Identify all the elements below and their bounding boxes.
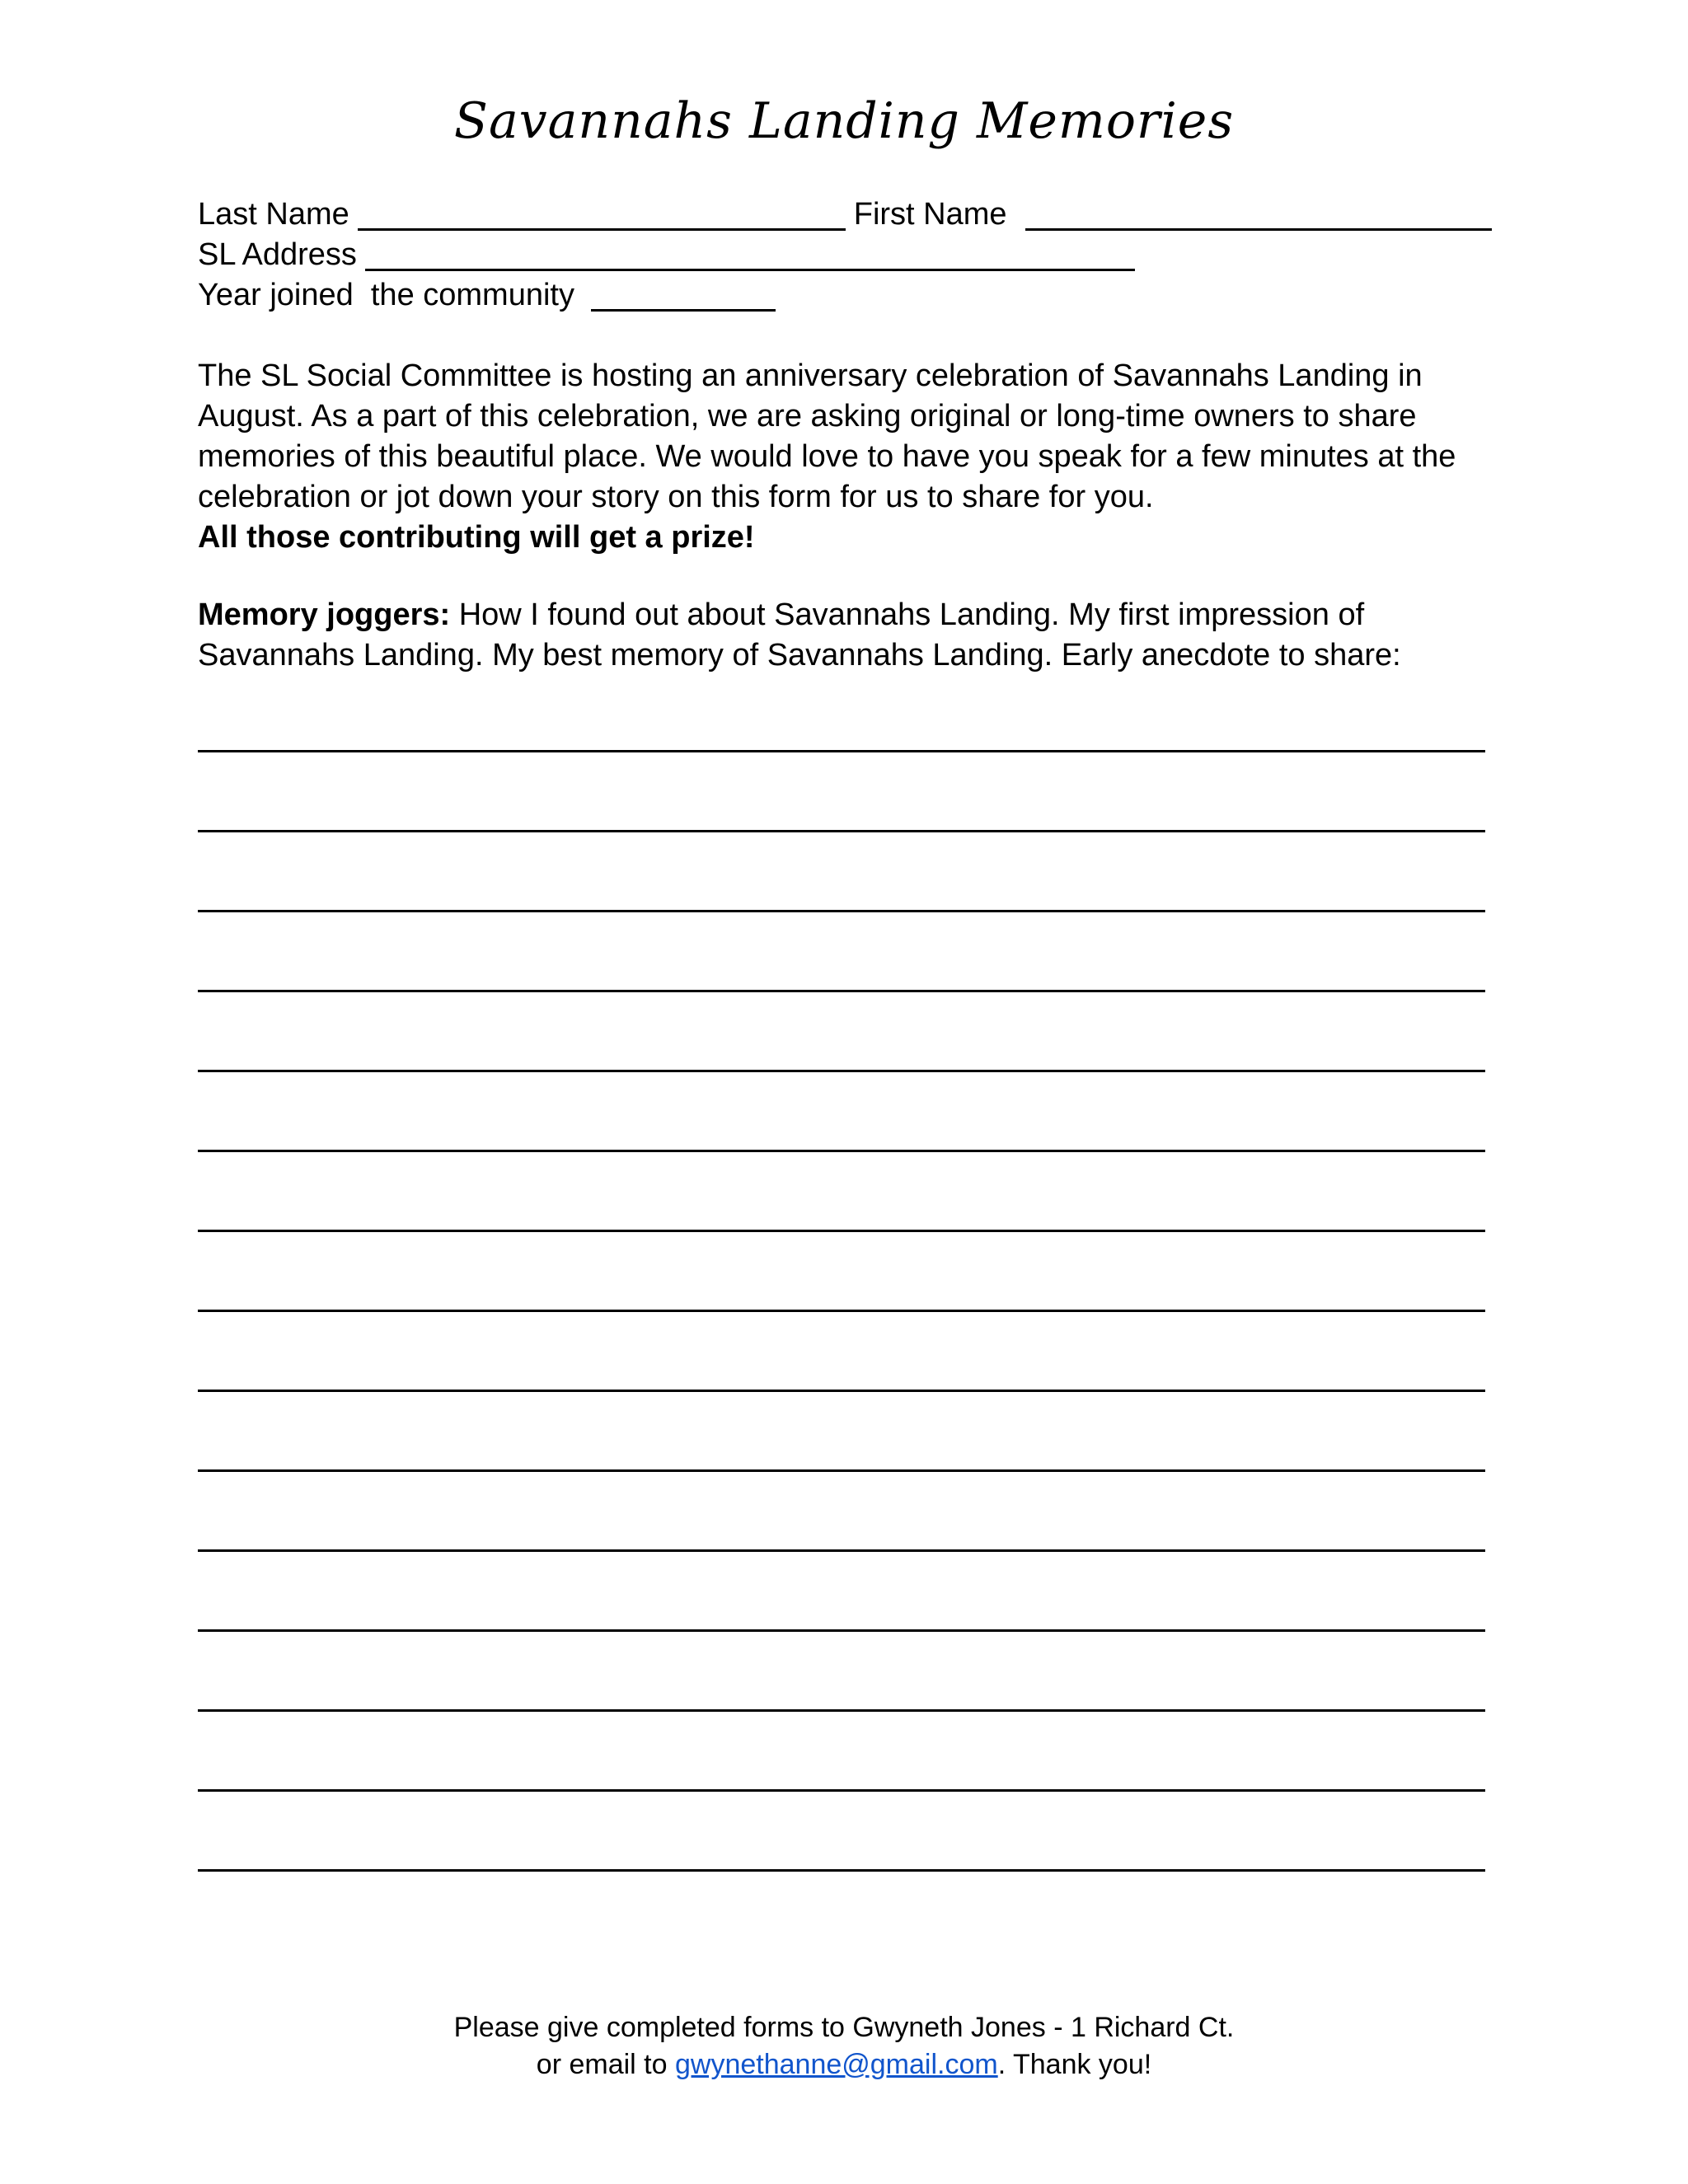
- writing-line[interactable]: [198, 990, 1485, 992]
- address-field[interactable]: [365, 237, 1135, 271]
- footer-line-2: [0, 2046, 1688, 2083]
- memory-joggers-text: How I found out about Savannahs Landing. My first impression of Savannahs Landing. My best memory of Savannahs Landing. Early anecdote to share:: [198, 598, 1401, 673]
- first-name-field[interactable]: [1025, 197, 1492, 231]
- year-joined-label: Year joined the community: [198, 278, 574, 312]
- intro-section: [198, 356, 1517, 558]
- email-link[interactable]: gwynethanne@gmail.com: [674, 2049, 998, 2080]
- footer-thank-you: . Thank you!: [997, 2049, 1152, 2080]
- name-row: [198, 194, 1492, 234]
- writing-line[interactable]: [198, 1230, 1485, 1232]
- prize-note: All those contributing will get a prize!: [198, 520, 755, 555]
- writing-line[interactable]: [198, 1150, 1485, 1152]
- writing-line[interactable]: [198, 1070, 1485, 1072]
- writing-line[interactable]: [198, 1789, 1485, 1792]
- writing-line[interactable]: [198, 1629, 1485, 1632]
- writing-line[interactable]: [198, 1390, 1485, 1392]
- address-row: [198, 235, 1135, 274]
- intro-paragraph: The SL Social Committee is hosting an anniversary celebration of Savannahs Landing in August. As a part of this celebration, we are asking original or long-time owners to share memories of this beautiful place. We would love to have you speak for a few minutes at the celebration or jot down your story on this form for us to share for you.: [198, 359, 1456, 514]
- writing-line[interactable]: [198, 1549, 1485, 1552]
- memory-joggers-label: Memory joggers:: [198, 598, 451, 632]
- memory-joggers: [198, 595, 1517, 676]
- footer: [0, 2009, 1688, 2083]
- writing-line[interactable]: [198, 1709, 1485, 1712]
- address-label: SL Address: [198, 237, 357, 272]
- page-title: Savannahs Landing Memories: [453, 92, 1235, 150]
- writing-line[interactable]: [198, 1869, 1485, 1872]
- first-name-label: First Name: [853, 197, 1007, 232]
- writing-line[interactable]: [198, 910, 1485, 912]
- last-name-field[interactable]: [358, 197, 846, 231]
- last-name-label: Last Name: [198, 197, 349, 232]
- footer-line-1: Please give completed forms to Gwyneth Jones - 1 Richard Ct.: [453, 2012, 1235, 2043]
- year-joined-row: [198, 275, 776, 315]
- writing-line[interactable]: [198, 750, 1485, 752]
- footer-email-prefix: or email to: [536, 2049, 675, 2080]
- year-joined-field[interactable]: [591, 278, 776, 312]
- writing-line[interactable]: [198, 1469, 1485, 1472]
- writing-line[interactable]: [198, 1310, 1485, 1312]
- writing-line[interactable]: [198, 830, 1485, 832]
